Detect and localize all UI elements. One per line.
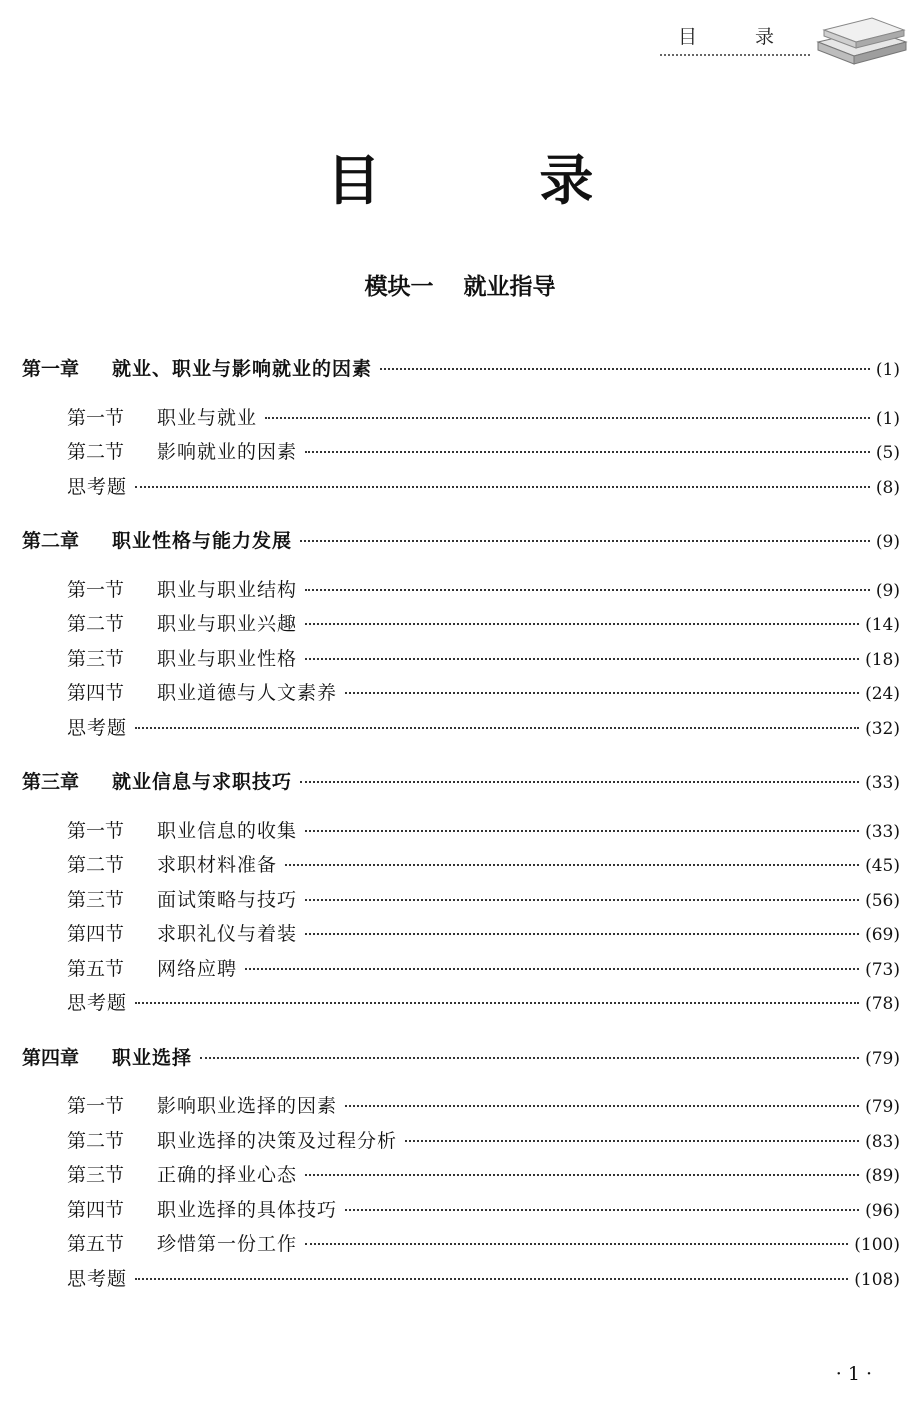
- toc-entry-page: (5): [875, 443, 900, 463]
- toc-entry-title: 就业、职业与影响就业的因素: [112, 358, 373, 380]
- toc-entry-title: 正确的择业心态: [157, 1164, 298, 1186]
- toc-entry-title: 思考题: [67, 716, 128, 739]
- toc-chapter-row[interactable]: [22, 765, 900, 800]
- toc-section-row[interactable]: [22, 607, 900, 642]
- dot-leader: [135, 486, 870, 488]
- dot-leader: [135, 1278, 848, 1280]
- toc-entry-page: (1): [875, 408, 900, 429]
- dot-leader: [305, 1243, 848, 1245]
- toc-entry-page: (9): [875, 532, 900, 552]
- toc-section-row[interactable]: [22, 814, 900, 849]
- toc-entry-title: 面试策略与技巧: [157, 888, 298, 911]
- toc-entry-number: 第一节: [67, 819, 125, 842]
- toc-chapter-row[interactable]: [22, 352, 900, 387]
- toc-entry-page: (9): [875, 580, 900, 601]
- dot-leader: [135, 1002, 859, 1004]
- toc-section-row[interactable]: [22, 1227, 900, 1262]
- toc-entry-title: 职业选择的具体技巧: [157, 1198, 338, 1221]
- toc-entry-number: 第三节: [67, 888, 125, 911]
- module-name: 就业指导: [463, 274, 556, 300]
- toc-section-row[interactable]: [22, 401, 900, 436]
- toc-entry-title: 影响职业选择的因素: [157, 1095, 338, 1117]
- toc-entry-title: 职业选择: [112, 1046, 193, 1069]
- toc-section-row[interactable]: [22, 1124, 900, 1159]
- dot-leader: [285, 864, 859, 866]
- toc-chapter-block: [22, 524, 900, 745]
- toc-entry-title: 思考题: [67, 475, 128, 498]
- header-dotted-rule: [660, 54, 810, 56]
- toc-section-row[interactable]: [22, 642, 900, 677]
- toc-entry-title: 职业性格与能力发展: [112, 530, 293, 552]
- toc-entry-page: (79): [865, 1097, 900, 1117]
- dot-leader: [405, 1140, 859, 1142]
- toc-entry-title: 影响就业的因素: [157, 441, 298, 463]
- toc-entry-title: 思考题: [67, 1267, 128, 1290]
- dot-leader: [300, 781, 859, 783]
- dot-leader: [345, 1105, 859, 1107]
- toc-entry-page: (89): [865, 1166, 900, 1186]
- toc-section-row[interactable]: [22, 435, 900, 470]
- toc-entry-number: 第一章: [22, 358, 80, 380]
- module-heading: [0, 268, 920, 301]
- toc-section-row[interactable]: [22, 711, 900, 746]
- toc-entry-title: 珍惜第一份工作: [157, 1233, 298, 1255]
- toc-entry-page: (73): [865, 959, 900, 980]
- toc-entry-number: 第一节: [67, 578, 125, 601]
- toc-section-row[interactable]: [22, 1262, 900, 1297]
- dot-leader: [305, 933, 859, 935]
- toc-entry-page: (1): [875, 360, 900, 380]
- toc-chapter-row[interactable]: [22, 524, 900, 559]
- toc-section-row[interactable]: [22, 1089, 900, 1124]
- toc-entry-page: (8): [875, 477, 900, 498]
- dot-leader: [345, 692, 859, 694]
- toc-entry-page: (69): [865, 925, 900, 945]
- dot-leader: [300, 540, 870, 542]
- dot-leader: [305, 658, 859, 660]
- toc-entry-page: (83): [865, 1131, 900, 1152]
- dot-leader: [245, 968, 859, 970]
- toc-entry-number: 第四章: [22, 1046, 80, 1069]
- toc-entry-title: 网络应聘: [157, 957, 238, 980]
- toc-entry-title: 职业与职业性格: [157, 647, 298, 670]
- toc-entry-number: 第四节: [67, 682, 125, 704]
- dot-leader: [265, 417, 870, 419]
- toc-entry-page: (18): [865, 649, 900, 670]
- running-header: [670, 12, 910, 72]
- toc-entry-number: 第三节: [67, 1164, 125, 1186]
- toc-entry-page: (32): [865, 718, 900, 739]
- dot-leader: [345, 1209, 859, 1211]
- toc-section-row[interactable]: [22, 676, 900, 711]
- page-title: 目 录: [326, 149, 664, 212]
- toc-entry-page: (100): [854, 1235, 900, 1255]
- toc-section-row[interactable]: [22, 883, 900, 918]
- toc-entry-title: 求职礼仪与着装: [157, 923, 298, 945]
- toc-entry-title: 思考题: [67, 992, 128, 1014]
- toc-entry-number: 第二节: [67, 613, 125, 635]
- toc-entry-page: (79): [865, 1048, 900, 1069]
- running-header-label: 目 录: [677, 26, 800, 48]
- dot-leader: [305, 830, 859, 832]
- table-of-contents: [22, 352, 900, 1296]
- toc-entry-title: 职业与职业兴趣: [157, 613, 298, 635]
- toc-section-row[interactable]: [22, 848, 900, 883]
- dot-leader: [305, 1174, 859, 1176]
- toc-entry-number: 第二章: [22, 530, 80, 552]
- toc-entry-page: (24): [865, 684, 900, 704]
- toc-chapter-block: [22, 352, 900, 504]
- toc-entry-title: 职业信息的收集: [157, 819, 298, 842]
- toc-entry-number: 第五节: [67, 1233, 125, 1255]
- toc-section-row[interactable]: [22, 470, 900, 505]
- toc-entry-number: 第一节: [67, 406, 125, 429]
- toc-section-row[interactable]: [22, 952, 900, 987]
- toc-chapter-block: [22, 1041, 900, 1297]
- module-label: 模块一: [364, 274, 434, 300]
- page-number: · 1 ·: [835, 1363, 872, 1385]
- toc-entry-page: (78): [865, 994, 900, 1014]
- dot-leader: [380, 368, 870, 370]
- toc-entry-number: 第四节: [67, 1198, 125, 1221]
- dot-leader: [305, 623, 859, 625]
- toc-entry-title: 就业信息与求职技巧: [112, 771, 293, 793]
- toc-entry-page: (33): [865, 773, 900, 793]
- toc-entry-title: 职业道德与人文素养: [157, 682, 338, 704]
- toc-section-row[interactable]: [22, 986, 900, 1021]
- toc-section-row[interactable]: [22, 573, 900, 608]
- toc-entry-title: 职业与就业: [157, 406, 258, 429]
- toc-entry-number: 第二节: [67, 854, 125, 876]
- toc-section-row[interactable]: [22, 917, 900, 952]
- dot-leader: [135, 727, 859, 729]
- toc-chapter-row[interactable]: [22, 1041, 900, 1076]
- toc-entry-title: 求职材料准备: [157, 854, 278, 876]
- toc-chapter-block: [22, 765, 900, 1021]
- toc-entry-page: (45): [865, 856, 900, 876]
- toc-entry-page: (14): [865, 615, 900, 635]
- toc-entry-number: 第五节: [67, 957, 125, 980]
- dot-leader: [305, 451, 870, 453]
- dot-leader: [305, 899, 859, 901]
- toc-entry-number: 第三节: [67, 647, 125, 670]
- toc-entry-number: 第四节: [67, 923, 125, 945]
- toc-entry-page: (108): [854, 1269, 900, 1290]
- toc-entry-number: 第三章: [22, 771, 80, 793]
- book-stack-icon: [810, 12, 910, 72]
- toc-entry-page: (56): [865, 890, 900, 911]
- toc-entry-number: 第二节: [67, 441, 125, 463]
- dot-leader: [305, 589, 870, 591]
- toc-section-row[interactable]: [22, 1158, 900, 1193]
- toc-entry-number: 第二节: [67, 1129, 125, 1152]
- toc-entry-number: 第一节: [67, 1095, 125, 1117]
- toc-entry-page: (96): [865, 1200, 900, 1221]
- dot-leader: [200, 1057, 859, 1059]
- toc-entry-title: 职业选择的决策及过程分析: [157, 1129, 398, 1152]
- toc-section-row[interactable]: [22, 1193, 900, 1228]
- toc-entry-page: (33): [865, 821, 900, 842]
- toc-entry-title: 职业与职业结构: [157, 578, 298, 601]
